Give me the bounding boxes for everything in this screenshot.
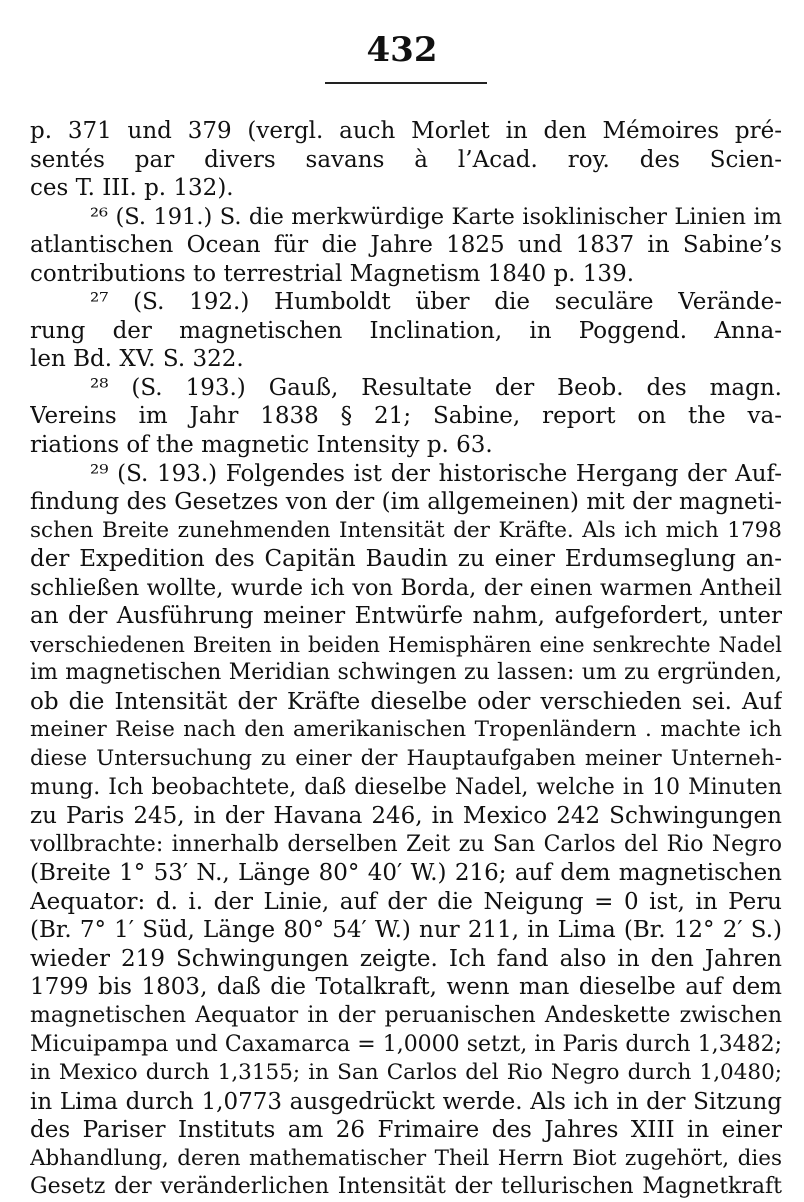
text-line: Micuipampa und Caxamarca = 1,0000 setzt, in Paris durch 1,3482;: [30, 1031, 782, 1057]
text-line: Abhandlung, deren mathematischer Theil Herrn Biot zugehört, dies: [30, 1145, 782, 1171]
text-line: riations of the magnetic Intensity p. 63.: [30, 432, 493, 459]
text-line: Aequator: d. i. der Linie, auf der die Neigung = 0 ist, in Peru: [30, 888, 782, 915]
text-line: zu Paris 245, in der Havana 246, in Mexico 242 Schwingungen: [30, 803, 782, 830]
text-line: ²⁷ (S. 192.) Humboldt über die seculäre Verände-: [90, 289, 782, 316]
text-line: ob die Intensität der Kräfte dieselbe oder verschieden sei. Auf: [30, 688, 782, 715]
text-line: ²⁹ (S. 193.) Folgendes ist der historische Hergang der Auf-: [90, 460, 782, 487]
text-line: rung der magnetischen Inclination, in Poggend. Anna-: [30, 317, 782, 344]
text-line: p. 371 und 379 (vergl. auch Morlet in den Mémoires pré-: [30, 118, 782, 144]
text-line: in Lima durch 1,0773 ausgedrückt werde. Als ich in der Sitzung: [30, 1088, 782, 1115]
text-line: im magnetischen Meridian schwingen zu lassen: um zu ergründen,: [30, 660, 782, 686]
text-line: wieder 219 Schwingungen zeigte. Ich fand also in den Jahren: [30, 945, 782, 972]
text-line: vollbrachte: innerhalb derselben Zeit zu San Carlos del Rio Negro: [30, 831, 782, 857]
page-number: 432: [366, 30, 438, 70]
text-line: meiner Reise nach den amerikanischen Tropenländern . machte ich: [30, 717, 782, 743]
text-line: atlantischen Ocean für die Jahre 1825 und 1837 in Sabine’s: [30, 232, 782, 259]
text-line: schließen wollte, wurde ich von Borda, der einen warmen Antheil: [30, 574, 782, 601]
text-line: in Mexico durch 1,3155; in San Carlos del Rio Negro durch 1,0480;: [30, 1060, 782, 1086]
text-line: der Expedition des Capitän Baudin zu einer Erdumseglung an-: [30, 546, 782, 573]
text-line: diese Untersuchung zu einer der Hauptaufgaben meiner Unterneh-: [30, 746, 782, 772]
text-line: an der Ausführung meiner Entwürfe nahm, aufgefordert, unter: [30, 603, 782, 630]
text-line: magnetischen Aequator in der peruanischen Andeskette zwischen: [30, 1002, 782, 1028]
text-line: (Br. 7° 1′ Süd, Länge 80° 54′ W.) nur 211, in Lima (Br. 12° 2′ S.): [30, 917, 782, 944]
text-line: Vereins im Jahr 1838 § 21; Sabine, report on the va-: [30, 403, 782, 430]
footnote-text: [30, 117, 782, 1202]
text-line: verschiedenen Breiten in beiden Hemisphären eine senkrechte Nadel: [30, 632, 782, 657]
text-line: 1799 bis 1803, daß die Totalkraft, wenn man dieselbe auf dem: [30, 974, 782, 1001]
text-line: ces T. III. p. 132).: [30, 175, 234, 202]
text-line: contributions to terrestrial Magnetism 1840 p. 139.: [30, 260, 635, 287]
text-line: mung. Ich beobachtete, daß dieselbe Nadel, welche in 10 Minuten: [30, 774, 782, 800]
text-line: sentés par divers savans à l’Acad. roy. des Scien-: [30, 146, 782, 173]
text-line: (Breite 1° 53′ N., Länge 80° 40′ W.) 216; auf dem magnetischen: [30, 860, 782, 887]
text-line: len Bd. XV. S. 322.: [30, 346, 244, 373]
text-line: des Pariser Instituts am 26 Frimaire des Jahres XIII in einer: [30, 1117, 782, 1144]
text-line: ²⁶ (S. 191.) S. die merkwürdige Karte isoklinischer Linien im: [90, 203, 782, 230]
text-line: findung des Gesetzes von der (im allgemeinen) mit der magneti-: [30, 489, 782, 516]
header-rule: [325, 82, 487, 84]
text-line: Gesetz der veränderlichen Intensität der tellurischen Magnetkraft: [30, 1174, 782, 1200]
text-line: schen Breite zunehmenden Intensität der Kräfte. Als ich mich 1798: [30, 517, 782, 543]
text-line: ²⁸ (S. 193.) Gauß, Resultate der Beob. des magn.: [90, 374, 782, 401]
